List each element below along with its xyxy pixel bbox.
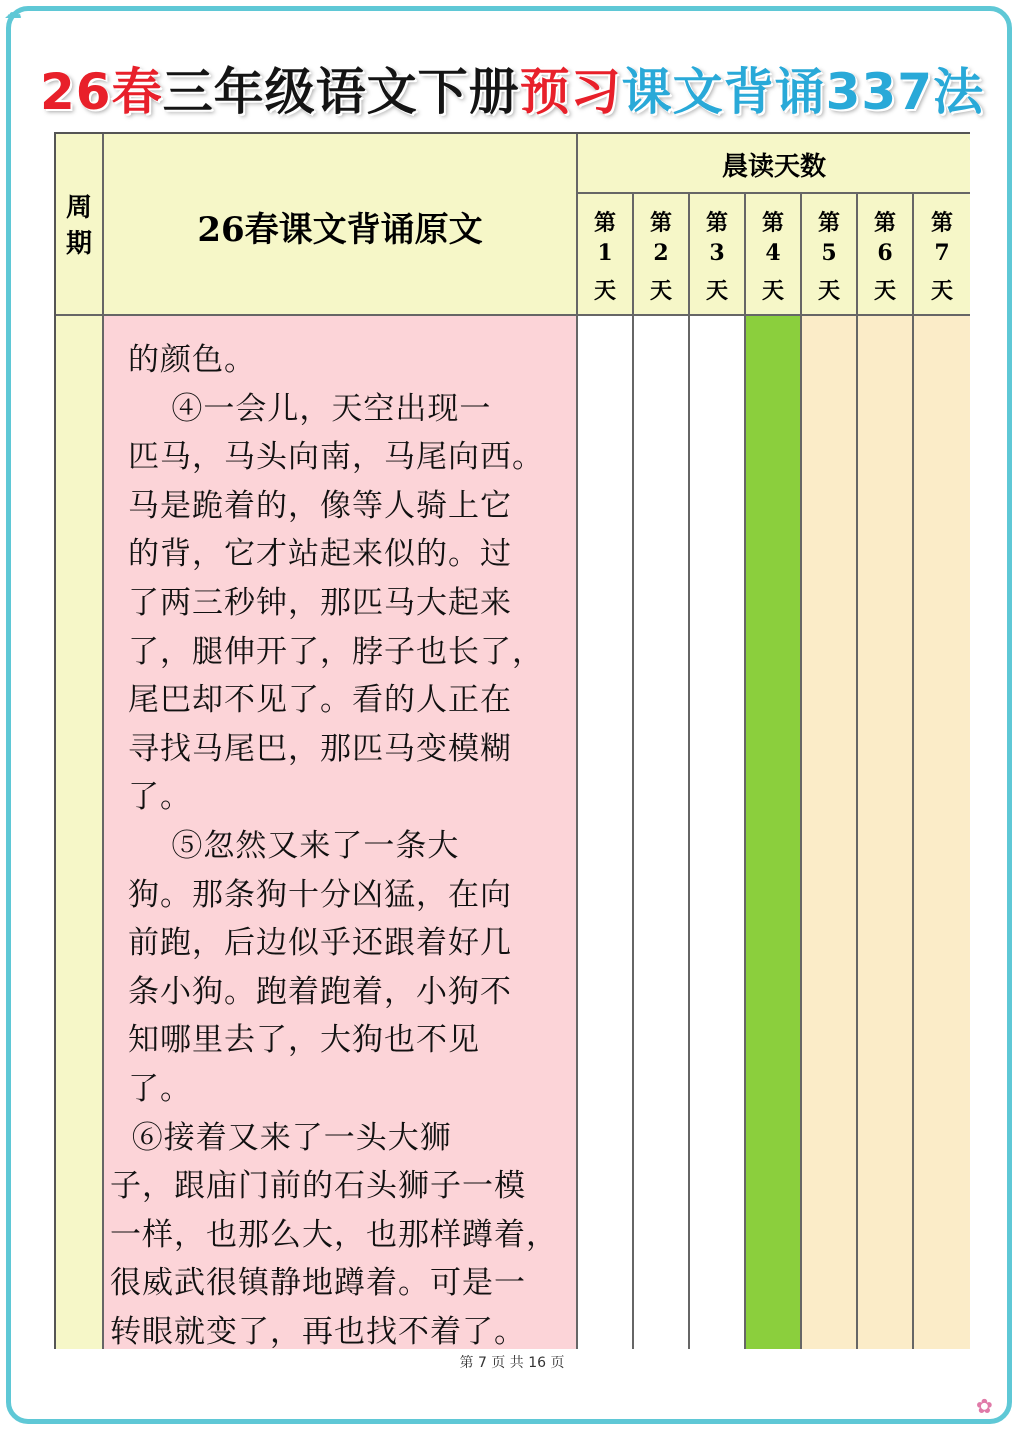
day-header-7 [914,194,970,316]
passage-line: 条小狗。跑着跑着，小狗不 [128,973,512,1010]
day-header-5 [802,194,858,316]
day-header-5-di: 第 [817,210,840,236]
day-header-4 [746,194,802,316]
day-header-3-di: 第 [705,210,728,236]
day-header-4-num: 4 [765,240,781,266]
header-week-cell [56,134,104,316]
day-header-5-tian: 天 [817,278,840,304]
day-header-2-di: 第 [649,210,672,236]
day-header-1-di: 第 [593,210,616,236]
passage-line: 了。 [128,1071,192,1107]
header-text-label: 26春课文背诵原文 [197,210,483,250]
day-header-3 [690,194,746,316]
day-header-4-tian: 天 [761,278,784,304]
title-part-4: 课文背诵337法 [621,63,984,121]
day-header-5-num: 5 [821,240,837,266]
day-check-cell-3[interactable] [690,316,746,1349]
title-part-3: 预习 [519,63,622,121]
day-header-2 [634,194,690,316]
day-header-1-num: 1 [597,240,613,266]
day-header-6-num: 6 [877,240,893,266]
passage-line: 了。 [128,779,192,816]
day-check-cell-5[interactable] [802,316,858,1349]
page-title [0,52,1024,124]
title-part-1: 26春 [40,63,163,121]
week-body-cell [56,316,104,1349]
day-header-2-num: 2 [653,240,669,266]
title-part-2: 三年级语文下册 [162,63,520,121]
day-header-7-tian: 天 [930,278,953,304]
day-check-cell-4[interactable] [746,316,802,1349]
passage-line: 知哪里去了，大狗也不见 [128,1022,480,1059]
passage-line: ⑤忽然又来了一条大 [128,828,460,864]
passage-line: 的背，它才站起来似的。过 [128,536,512,573]
passage-cell [104,316,578,1349]
day-check-cell-1[interactable] [578,316,634,1349]
passage-line: 一样，也那么大，也那样蹲着， [110,1216,558,1253]
passage-line: 寻找马尾巴，那匹马变模糊 [128,730,512,767]
header-days-label: 晨读天数 [721,152,826,182]
day-header-6-tian: 天 [873,278,896,304]
day-check-cell-2[interactable] [634,316,690,1349]
day-header-6-di: 第 [873,210,896,236]
day-header-1-tian: 天 [593,278,616,304]
passage-line: 了，腿伸开了，脖子也长了， [128,633,544,670]
passage-line: 很威武很镇静地蹲着。可是一 [110,1265,526,1302]
recitation-table [54,132,970,1349]
passage-line: 尾巴却不见了。看的人正在 [128,682,512,719]
passage-line: 狗。那条狗十分凶猛，在向 [128,876,512,913]
day-header-7-di: 第 [930,210,953,236]
header-text-cell [104,134,578,316]
passage-line: 的颜色。 [128,342,256,378]
day-header-3-num: 3 [709,240,725,266]
day-header-1 [578,194,634,316]
passage-line: 匹马，马头向南，马尾向西。 [128,439,544,476]
header-week-label: 周期 [65,193,92,259]
passage-line: 前跑，后边似乎还跟着好几 [128,925,512,962]
day-check-cell-7[interactable] [914,316,970,1349]
passage-line: 马是跪着的，像等人骑上它 [128,487,512,524]
passage-line: 子，跟庙门前的石头狮子一模 [110,1168,526,1205]
flower-icon: ✿ [976,1394,993,1418]
day-header-4-di: 第 [761,210,784,236]
passage-line: 转眼就变了，再也找不着了。 [110,1314,526,1350]
day-header-6 [858,194,914,316]
day-check-cell-6[interactable] [858,316,914,1349]
cloud-icon: ☁ [4,2,22,23]
passage-line: ④一会儿，天空出现一 [128,390,492,427]
day-header-7-num: 7 [934,240,950,266]
passage-line: 了两三秒钟，那匹马大起来 [128,585,512,621]
passage-line: ⑥接着又来了一头大狮 [110,1119,452,1156]
page-footer: 第 7 页 共 16 页 [459,1355,565,1371]
day-header-2-tian: 天 [649,278,672,304]
header-days-cell [578,134,970,194]
day-header-3-tian: 天 [705,278,728,304]
